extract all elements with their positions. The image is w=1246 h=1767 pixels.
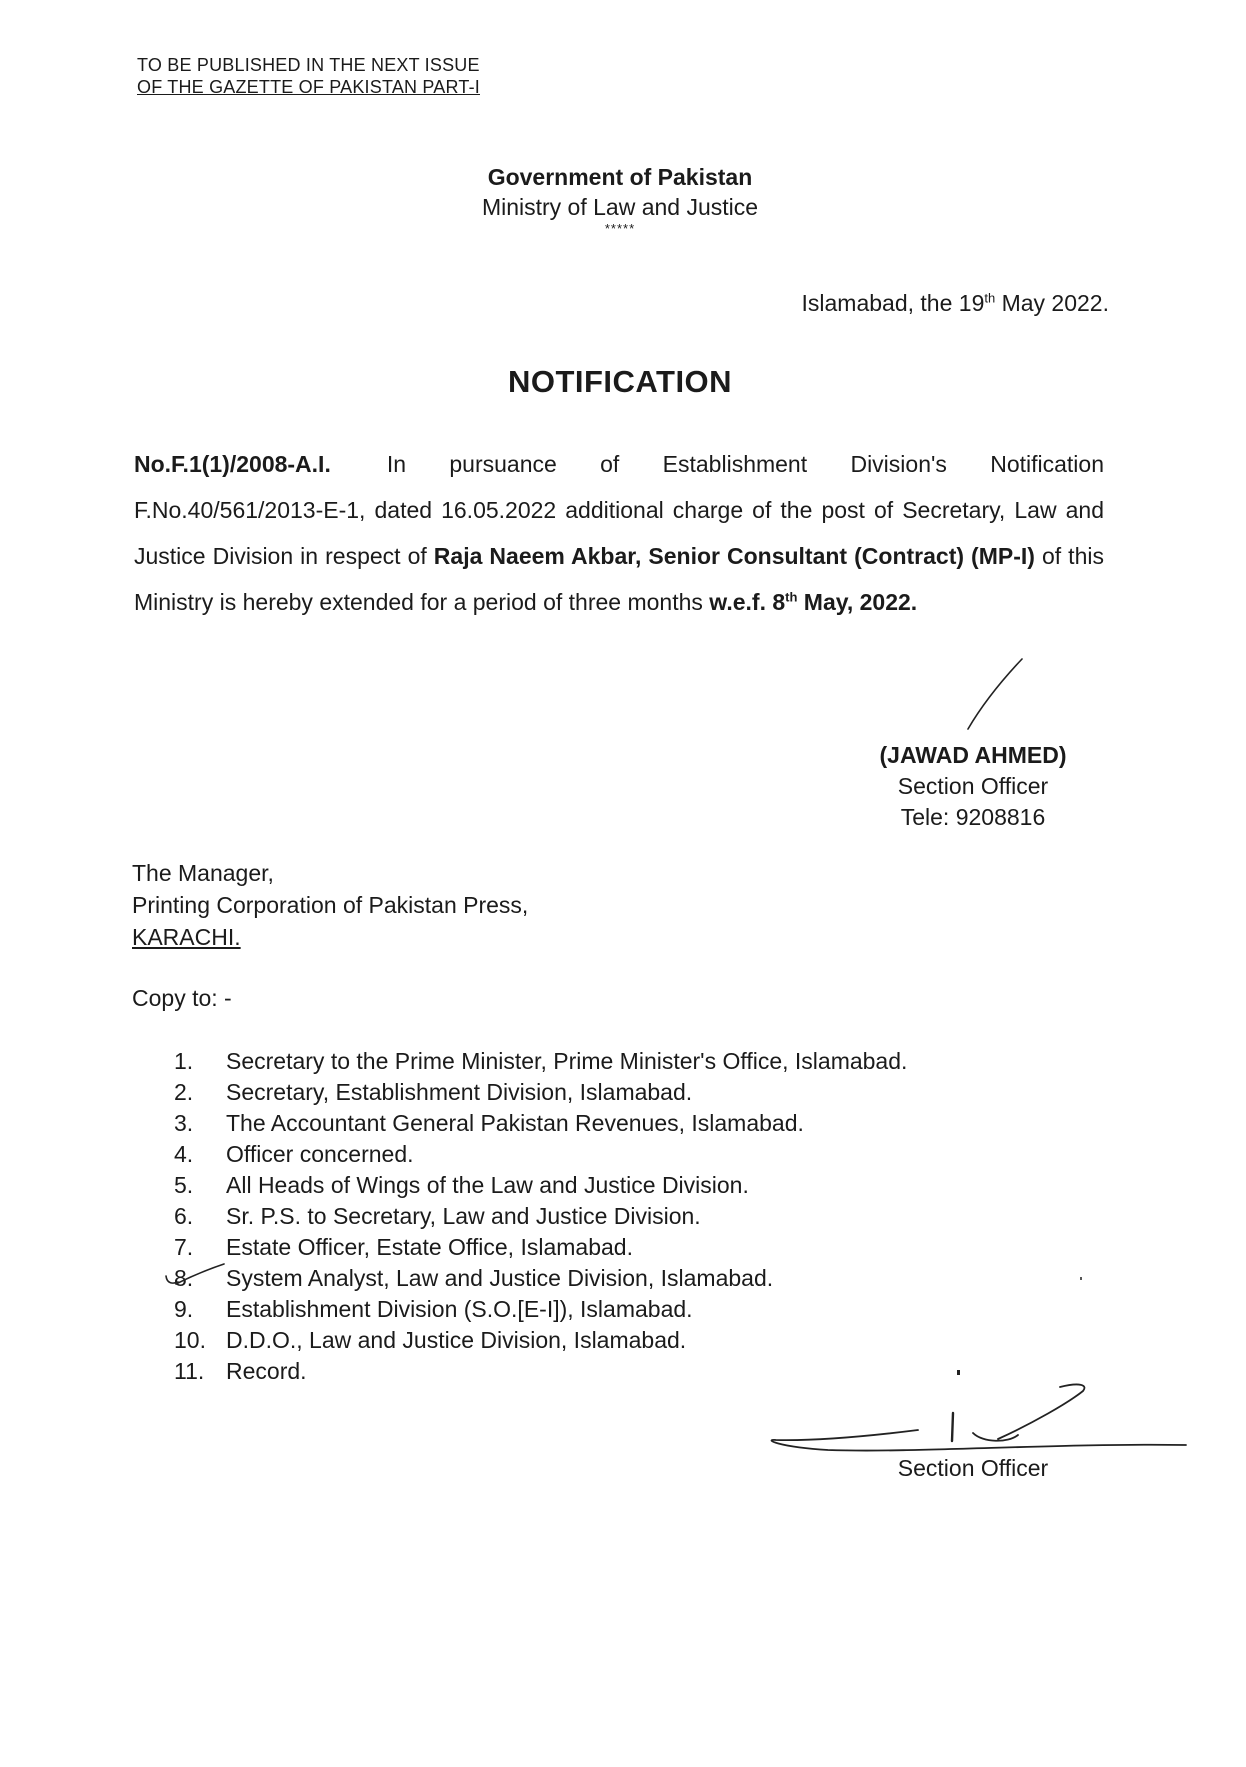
notification-body [134,441,1104,625]
list-item-text: Record. [226,1358,307,1384]
list-item-number: 9. [174,1296,194,1322]
list-item-number: 2. [174,1079,194,1105]
list-item [174,1294,907,1325]
address-city: KARACHI. [132,924,241,950]
ink-mark [1080,1277,1082,1280]
list-item-number: 7. [174,1234,194,1260]
date-suffix: May 2022. [995,290,1109,316]
list-item-number: 6. [174,1203,194,1229]
signatory-designation: Section Officer [897,773,1049,799]
effective-date-suffix: May, 2022. [797,589,918,615]
address-line-2: Printing Corporation of Pakistan Press, [132,892,529,918]
list-item-number: 8. [174,1265,194,1291]
address-line-1: The Manager, [132,860,274,886]
letterhead [420,162,820,236]
list-item-number: 3. [174,1110,194,1136]
date-ordinal: th [984,290,996,306]
ministry-name: Ministry of Law and Justice [481,194,759,220]
list-item-number: 5. [174,1172,194,1198]
list-item [174,1077,907,1108]
header-stars: ***** [604,221,636,236]
signatory-telephone: Tele: 9208816 [900,804,1046,830]
effective-date [709,589,917,615]
footer-signatory-designation: Section Officer [897,1455,1049,1481]
distribution-list [174,1046,907,1387]
notification-text-1: In pursuance of Establishment Division's Notification F.No.40/561/2013-E-1, dated 16.05.2022 additional charge of the post of Secretary, Law and Justice Division in respect of [134,451,1104,569]
tick-mark [164,1262,228,1292]
list-item-text: Estate Officer, Estate Office, Islamabad. [226,1234,633,1260]
list-item [174,1232,907,1263]
gazette-line-2: OF THE GAZETTE OF PAKISTAN PART-I [137,77,480,97]
notification-number: No.F.1(1)/2008-A.I. [134,451,331,477]
list-item [174,1325,907,1356]
copy-to-label: Copy to: - [132,985,232,1011]
list-item [174,1139,907,1170]
list-item-number: 10. [174,1327,206,1353]
list-item-text: Sr. P.S. to Secretary, Law and Justice Division. [226,1203,701,1229]
list-item [174,1263,907,1294]
handwritten-signature [768,1383,1188,1453]
list-item [174,1046,907,1077]
gazette-line-1: TO BE PUBLISHED IN THE NEXT ISSUE [137,55,480,75]
list-item-text: Secretary, Establishment Division, Islamabad. [226,1079,693,1105]
date-prefix: Islamabad, the 19 [801,290,985,316]
list-item-text: All Heads of Wings of the Law and Justice Division. [226,1172,749,1198]
list-item [174,1108,907,1139]
government-name: Government of Pakistan [487,164,753,190]
signatory-name: (JAWAD AHMED) [879,742,1067,768]
issue-date [802,288,1109,318]
list-item [174,1201,907,1232]
list-item-number: 4. [174,1141,194,1167]
list-item-text: Secretary to the Prime Minister, Prime Minister's Office, Islamabad. [226,1048,908,1074]
notification-text-2: of this Ministry is hereby extended for a period of three months [134,543,1104,615]
effective-date-ordinal: th [785,589,798,605]
list-item-number: 11. [174,1358,205,1384]
list-item-text: Establishment Division (S.O.[E-I]), Islamabad. [226,1296,693,1322]
gazette-publication-note [137,54,480,98]
list-item-number: 1. [174,1048,194,1074]
recipient-address [132,857,528,953]
signatory-block [848,740,1098,833]
list-item-text: System Analyst, Law and Justice Division, Islamabad. [226,1265,774,1291]
effective-date-prefix: w.e.f. 8 [709,589,786,615]
list-item-text: D.D.O., Law and Justice Division, Islamabad. [226,1327,687,1353]
signature-stroke [960,655,1030,735]
list-item-text: The Accountant General Pakistan Revenues, Islamabad. [226,1110,804,1136]
list-item-text: Officer concerned. [226,1141,414,1167]
document-title: NOTIFICATION [507,364,733,399]
officer-name: Raja Naeem Akbar, Senior Consultant (Contract) (MP-I) [433,543,1035,569]
list-item [174,1170,907,1201]
ink-mark [957,1370,960,1375]
